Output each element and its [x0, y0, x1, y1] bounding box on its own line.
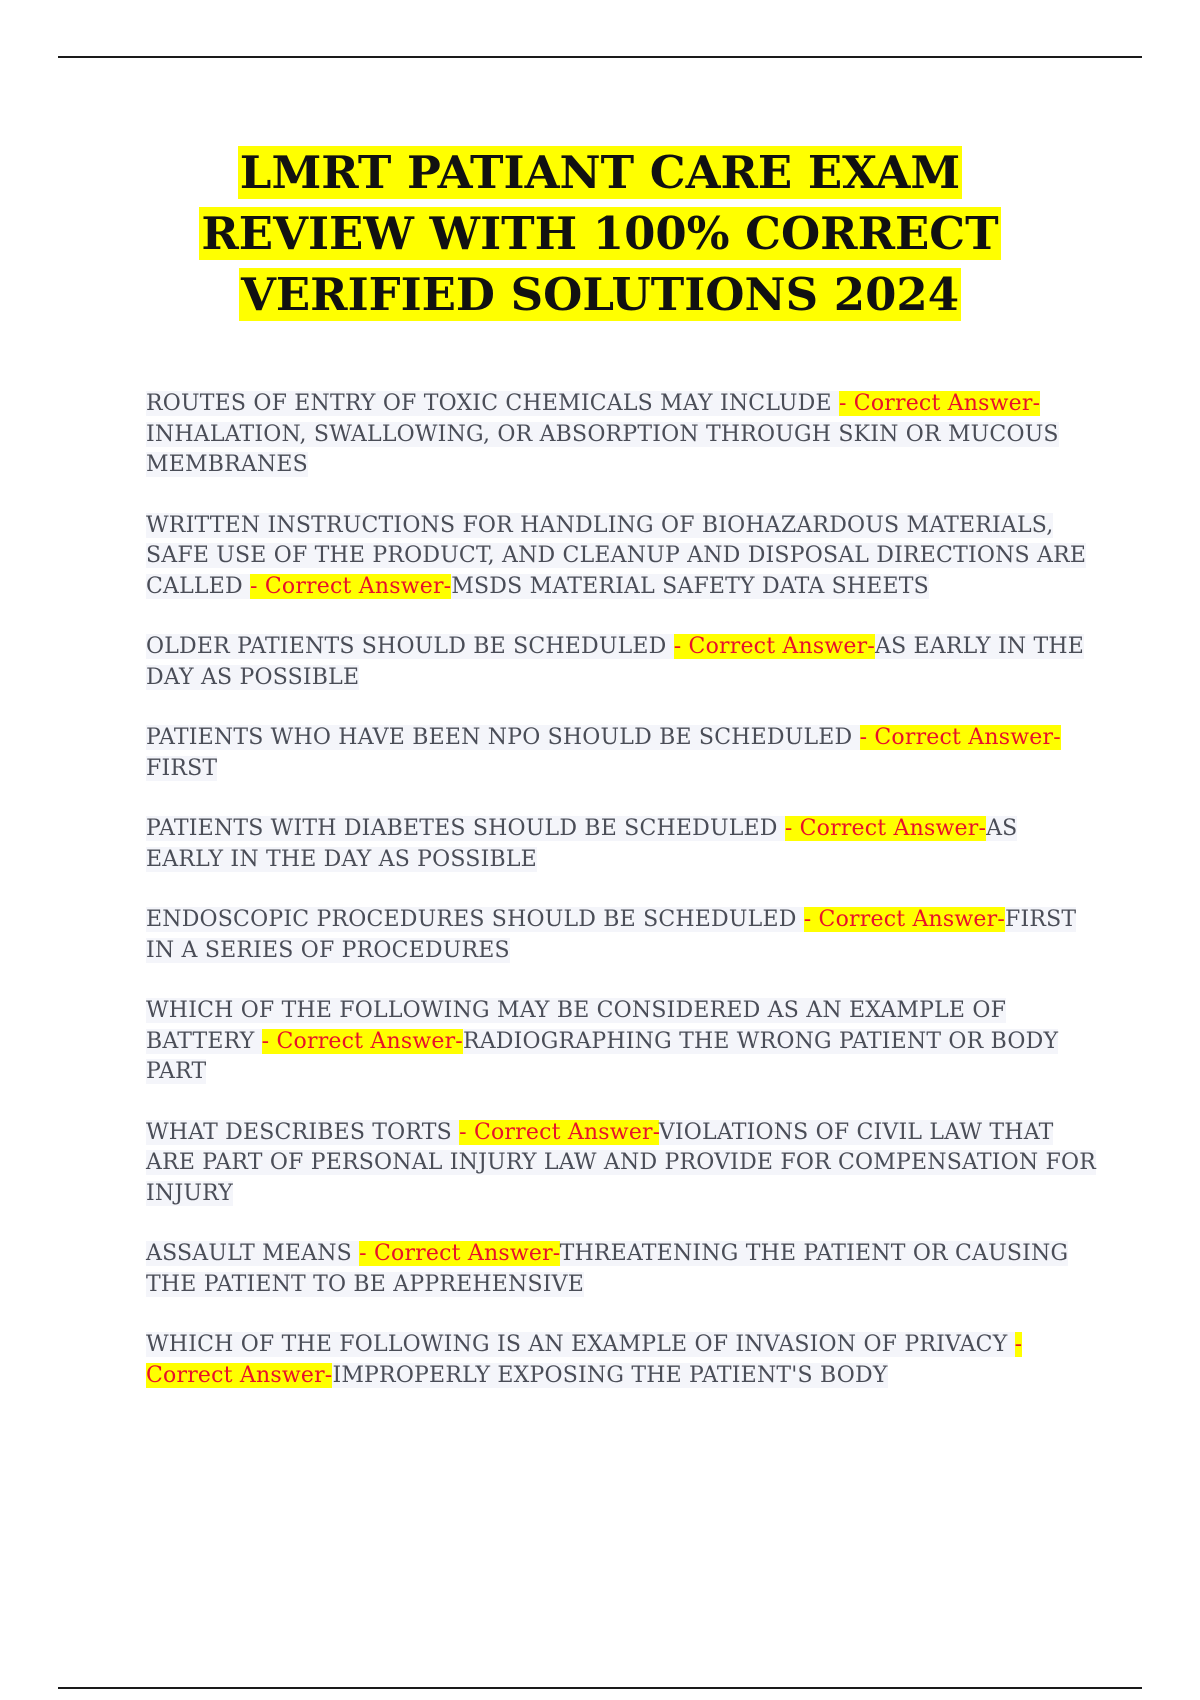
answer-text: FIRST IN A SERIES OF PROCEDURES — [146, 907, 1077, 963]
title-line: VERIFIED SOLUTIONS 2024 — [240, 268, 960, 321]
correct-answer-marker: - Correct Answer- — [859, 725, 1061, 750]
answer-text: AS EARLY IN THE DAY AS POSSIBLE — [146, 634, 1085, 690]
question-text: PATIENTS WHO HAVE BEEN NPO SHOULD BE SCHEDULED — [146, 725, 860, 750]
qa-item — [146, 723, 1096, 784]
correct-answer-marker: - Correct Answer- — [459, 1119, 659, 1145]
qa-item — [146, 905, 1096, 966]
question-text: PATIENTS WITH DIABETES SHOULD BE SCHEDULED — [146, 816, 785, 841]
question-text: ENDOSCOPIC PROCEDURES SHOULD BE SCHEDULED — [146, 907, 804, 932]
question-text: WRITTEN INSTRUCTIONS FOR HANDLING OF BIOHAZARDOUS MATERIALS, SAFE USE OF THE PRODUCT, AND CLEANUP AND DISPOSAL DIRECTIONS ARE CALLED — [146, 512, 1087, 599]
correct-answer-marker: - Correct Answer- — [838, 391, 1041, 416]
top-rule — [58, 56, 1142, 58]
answer-text: VIOLATIONS OF CIVIL LAW THAT ARE PART OF PERSONAL INJURY LAW AND PROVIDE FOR COMPENSATION FOR INJURY — [146, 1119, 1096, 1206]
qa-item — [146, 1239, 1096, 1300]
answer-text: INHALATION, SWALLOWING, OR ABSORPTION THROUGH SKIN OR MUCOUS MEMBRANES — [146, 421, 1059, 477]
correct-answer-marker: - Correct Answer- — [146, 1332, 1023, 1388]
qa-item — [146, 511, 1096, 603]
correct-answer-marker: - Correct Answer- — [250, 573, 452, 599]
qa-item — [146, 1330, 1096, 1391]
qa-item — [146, 1118, 1096, 1210]
correct-answer-marker: - Correct Answer- — [673, 634, 875, 659]
correct-answer-marker: - Correct Answer- — [359, 1241, 560, 1266]
title-line: REVIEW WITH 100% CORRECT — [201, 207, 999, 260]
question-text: WHICH OF THE FOLLOWING MAY BE CONSIDERED AS AN EXAMPLE OF BATTERY — [146, 998, 1007, 1054]
correct-answer-marker: - Correct Answer- — [803, 907, 1005, 932]
answer-text: FIRST — [146, 755, 218, 781]
question-text: ROUTES OF ENTRY OF TOXIC CHEMICALS MAY INCLUDE — [146, 391, 839, 416]
qa-list — [146, 389, 1096, 1421]
qa-item — [146, 389, 1096, 481]
title-line: LMRT PATIANT CARE EXAM — [239, 146, 961, 199]
qa-item — [146, 632, 1096, 693]
answer-text: THREATENING THE PATIENT OR CAUSING THE PATIENT TO BE APPREHENSIVE — [146, 1241, 1069, 1297]
question-text: WHICH OF THE FOLLOWING IS AN EXAMPLE OF INVASION OF PRIVACY — [146, 1332, 1015, 1357]
qa-item — [146, 996, 1096, 1088]
answer-text: IMPROPERLY EXPOSING THE PATIENT'S BODY — [332, 1362, 888, 1388]
bottom-rule — [58, 1687, 1142, 1689]
answer-text: AS EARLY IN THE DAY AS POSSIBLE — [146, 816, 1018, 872]
document-title — [0, 142, 1200, 325]
answer-text: MSDS MATERIAL SAFETY DATA SHEETS — [451, 573, 929, 599]
question-text: OLDER PATIENTS SHOULD BE SCHEDULED — [146, 634, 674, 659]
qa-item — [146, 814, 1096, 875]
question-text: ASSAULT MEANS — [146, 1241, 360, 1266]
question-text: WHAT DESCRIBES TORTS — [146, 1119, 460, 1145]
answer-text: RADIOGRAPHING THE WRONG PATIENT OR BODY PART — [146, 1028, 1059, 1084]
correct-answer-marker: - Correct Answer- — [261, 1028, 463, 1054]
correct-answer-marker: - Correct Answer- — [784, 816, 987, 841]
